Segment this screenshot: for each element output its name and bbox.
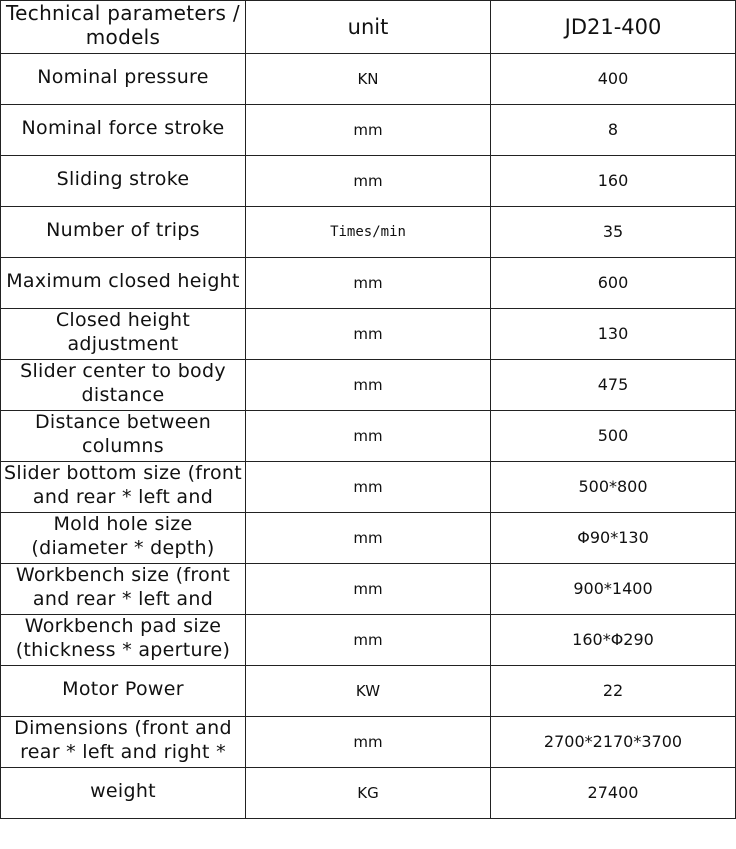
header-parameter-cell (1, 1, 246, 54)
unit-label: mm (353, 427, 383, 445)
value-cell (491, 768, 736, 819)
value-label: 500 (597, 426, 629, 445)
value-cell (491, 105, 736, 156)
unit-cell (246, 768, 491, 819)
value-label: 27400 (587, 783, 639, 802)
parameter-label: Dimensions (front and rear * left and right * (14, 717, 232, 763)
unit-cell (246, 513, 491, 564)
unit-label: mm (353, 580, 383, 598)
parameter-label: Sliding stroke (56, 168, 190, 190)
table-row (1, 54, 736, 105)
header-row (1, 1, 736, 54)
parameter-label: Slider bottom size (front and rear * left and (4, 462, 242, 508)
table-row (1, 615, 736, 666)
unit-label: KG (357, 784, 379, 802)
value-label: 2700*2170*3700 (543, 732, 683, 751)
parameter-cell (1, 615, 246, 666)
value-cell (491, 258, 736, 309)
parameter-label: Nominal pressure (37, 66, 209, 88)
table-row (1, 768, 736, 819)
parameter-cell (1, 309, 246, 360)
value-label: 160 (597, 171, 629, 190)
value-label: 900*1400 (573, 579, 653, 598)
value-cell (491, 513, 736, 564)
unit-label: KW (355, 682, 381, 700)
unit-cell (246, 309, 491, 360)
unit-label: mm (353, 631, 383, 649)
table-row (1, 207, 736, 258)
value-label: 35 (602, 222, 624, 241)
unit-label: Times/min (330, 224, 406, 240)
parameter-cell (1, 717, 246, 768)
parameter-label: Maximum closed height (6, 270, 240, 292)
unit-label: mm (353, 478, 383, 496)
unit-label: mm (353, 376, 383, 394)
parameter-cell (1, 564, 246, 615)
parameter-label: Nominal force stroke (21, 117, 225, 139)
parameter-label: Number of trips (46, 219, 200, 241)
parameter-label: Slider center to body distance (20, 360, 226, 406)
unit-cell (246, 360, 491, 411)
value-cell (491, 360, 736, 411)
unit-cell (246, 462, 491, 513)
value-cell (491, 615, 736, 666)
table-row (1, 564, 736, 615)
parameter-cell (1, 105, 246, 156)
unit-cell (246, 717, 491, 768)
header-model-label: JD21-400 (564, 15, 662, 39)
parameter-label: Mold hole size (diameter * depth) (31, 513, 215, 559)
value-label: 8 (607, 120, 619, 139)
parameter-cell (1, 666, 246, 717)
table-row (1, 309, 736, 360)
header-model-cell (491, 1, 736, 54)
unit-cell (246, 666, 491, 717)
parameter-cell (1, 258, 246, 309)
unit-label: mm (353, 529, 383, 547)
parameter-cell (1, 462, 246, 513)
value-label: 475 (597, 375, 629, 394)
table-row (1, 513, 736, 564)
header-unit-cell (246, 1, 491, 54)
unit-label: mm (353, 121, 383, 139)
value-cell (491, 411, 736, 462)
value-label: 400 (597, 69, 629, 88)
value-cell (491, 156, 736, 207)
parameter-cell (1, 360, 246, 411)
value-cell (491, 717, 736, 768)
parameter-cell (1, 411, 246, 462)
table-row (1, 411, 736, 462)
value-label: Φ90*130 (577, 528, 649, 547)
parameter-cell (1, 768, 246, 819)
parameter-label: Workbench size (front and rear * left and (15, 564, 231, 610)
parameter-label: Workbench pad size (thickness * aperture) (15, 615, 231, 661)
table-row (1, 666, 736, 717)
unit-cell (246, 54, 491, 105)
value-cell (491, 666, 736, 717)
unit-cell (246, 156, 491, 207)
unit-cell (246, 258, 491, 309)
unit-cell (246, 105, 491, 156)
parameter-cell (1, 54, 246, 105)
parameter-label: Distance between columns (34, 411, 212, 457)
table-row (1, 717, 736, 768)
value-cell (491, 54, 736, 105)
spec-table-body (1, 1, 736, 819)
unit-label: mm (353, 172, 383, 190)
header-unit-label: unit (347, 15, 389, 39)
value-label: 600 (597, 273, 629, 292)
value-cell (491, 207, 736, 258)
header-parameter-label: Technical parameters / models (6, 1, 240, 49)
value-cell (491, 462, 736, 513)
unit-label: mm (353, 274, 383, 292)
value-label: 130 (597, 324, 629, 343)
table-row (1, 360, 736, 411)
value-label: 500*800 (578, 477, 648, 496)
unit-label: mm (353, 733, 383, 751)
table-row (1, 156, 736, 207)
unit-cell (246, 411, 491, 462)
parameter-label: weight (90, 780, 156, 802)
unit-cell (246, 564, 491, 615)
table-row (1, 258, 736, 309)
unit-cell (246, 207, 491, 258)
parameter-cell (1, 513, 246, 564)
parameter-cell (1, 156, 246, 207)
value-cell (491, 564, 736, 615)
unit-cell (246, 615, 491, 666)
parameter-cell (1, 207, 246, 258)
value-label: 160*Φ290 (572, 630, 654, 649)
parameter-label: Motor Power (62, 678, 184, 700)
unit-label: KN (357, 70, 379, 88)
unit-label: mm (353, 325, 383, 343)
parameter-label: Closed height adjustment (55, 309, 191, 355)
value-cell (491, 309, 736, 360)
table-row (1, 105, 736, 156)
table-row (1, 462, 736, 513)
value-label: 22 (602, 681, 624, 700)
